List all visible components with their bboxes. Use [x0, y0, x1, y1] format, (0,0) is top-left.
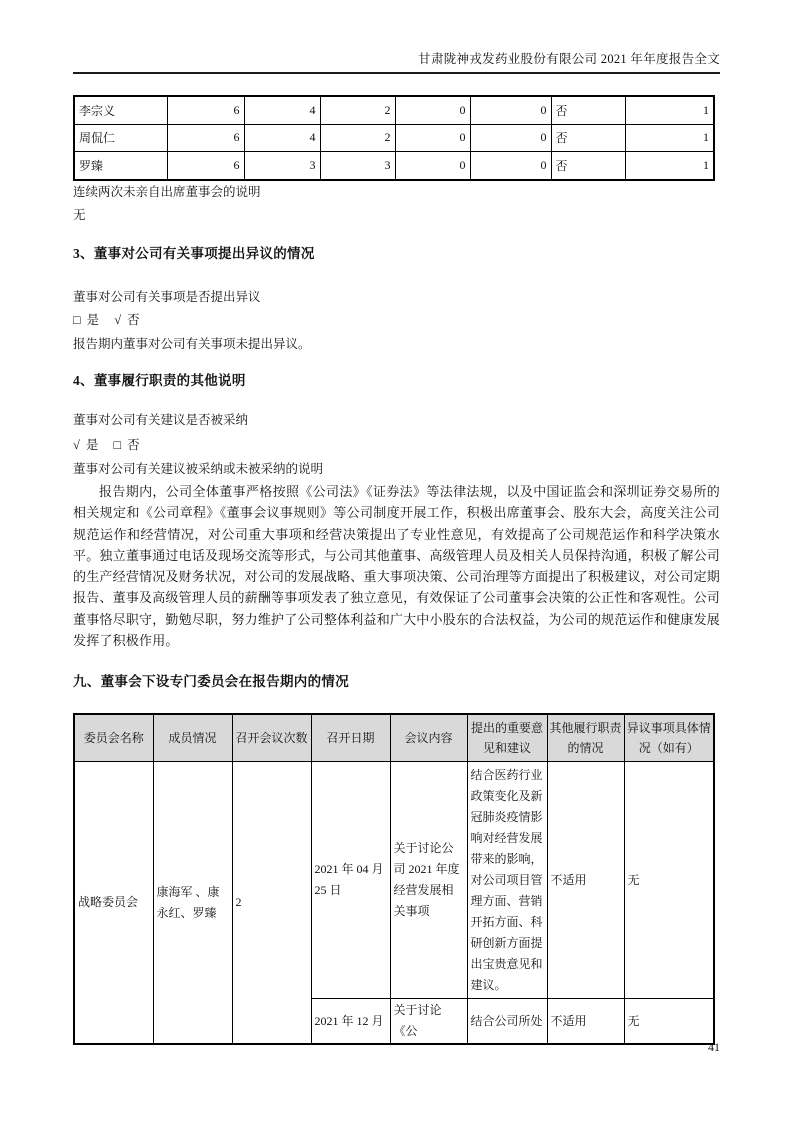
section4-options — [73, 438, 720, 453]
meeting-opinion-cell: 结合医药行业政策变化及新冠肺炎疫情影响对经营发展带来的影响，对公司项目管理方面、营销开拓方面、科研创新方面提出宝贵意见和建议。 — [467, 762, 547, 999]
section3-question: 董事对公司有关事项是否提出异议 — [73, 290, 261, 304]
table-cell: 否 — [551, 124, 625, 152]
table-cell: 6 — [167, 96, 244, 124]
table-cell: 1 — [625, 124, 714, 152]
table-cell: 3 — [244, 152, 320, 180]
absent-explanation-value: 无 — [73, 208, 86, 222]
objections-cell: 无 — [624, 999, 714, 1045]
table-cell: 0 — [470, 124, 551, 152]
column-header: 召开会议次数 — [232, 714, 311, 762]
column-header: 其他履行职责的情况 — [547, 714, 624, 762]
table-cell: 0 — [470, 96, 551, 124]
report-header-title: 甘肃陇神戎发药业股份有限公司 2021 年年度报告全文 — [418, 52, 720, 66]
section3-options — [73, 313, 720, 328]
table-cell: 0 — [470, 152, 551, 180]
section9-heading: 九、董事会下设专门委员会在报告期内的情况 — [73, 674, 349, 689]
option-no-label: 否 — [127, 313, 140, 327]
table-cell: 0 — [395, 96, 470, 124]
table-row — [74, 96, 714, 124]
meeting-opinion-cell: 结合公司所处 — [467, 999, 547, 1045]
table-row — [74, 124, 714, 152]
table-cell: 否 — [551, 152, 625, 180]
director-name-cell: 李宗义 — [74, 96, 167, 124]
absent-explanation-label: 连续两次未亲自出席董事会的说明 — [73, 185, 261, 199]
table-cell: 4 — [244, 96, 320, 124]
meeting-content-cell: 关于讨论公司 2021 年度经营发展相关事项 — [390, 762, 467, 999]
table-cell: 4 — [244, 124, 320, 152]
attendance-table — [73, 95, 715, 181]
table-cell: 6 — [167, 152, 244, 180]
table-cell: 6 — [167, 124, 244, 152]
committee-members-cell: 康海军 、康永红、罗臻 — [153, 762, 232, 1045]
committee-table-header-row — [74, 714, 714, 762]
director-name-cell: 罗臻 — [74, 152, 167, 180]
table-row — [74, 762, 714, 999]
option-yes-label: 是 — [86, 313, 100, 327]
committee-table — [73, 713, 715, 1045]
table-cell: 0 — [395, 124, 470, 152]
column-header: 成员情况 — [153, 714, 232, 762]
director-name-cell: 周侃仁 — [74, 124, 167, 152]
check-icon: √ — [114, 313, 122, 327]
section4-heading: 4、董事履行职责的其他说明 — [73, 373, 246, 388]
table-cell: 2 — [320, 96, 395, 124]
table-row — [74, 152, 714, 180]
column-header: 提出的重要意见和建议 — [467, 714, 547, 762]
section3-statement: 报告期内董事对公司有关事项未提出异议。 — [73, 337, 311, 351]
table-cell: 否 — [551, 96, 625, 124]
section3-heading: 3、董事对公司有关事项提出异议的情况 — [73, 246, 315, 261]
section4-question: 董事对公司有关建议是否被采纳 — [73, 413, 249, 427]
table-cell: 0 — [395, 152, 470, 180]
other-duties-cell: 不适用 — [547, 762, 624, 999]
table-cell: 3 — [320, 152, 395, 180]
table-cell: 2 — [320, 124, 395, 152]
meeting-date-cell: 2021 年 12 月 — [311, 999, 390, 1045]
column-header: 异议事项具体情况（如有） — [624, 714, 714, 762]
page-number: 41 — [708, 1040, 720, 1054]
checkbox-unchecked-icon: □ — [113, 438, 122, 452]
table-cell: 1 — [625, 152, 714, 180]
other-duties-cell: 不适用 — [547, 999, 624, 1045]
objections-cell: 无 — [624, 762, 714, 999]
section4-paragraph: 报告期内，公司全体董事严格按照《公司法》《证券法》等法律法规，以及中国证监会和深圳证券交易所的相关规定和《公司章程》《董事会议事规则》等公司制度开展工作，积极出席董事会、股东大会，高度关注公司规范运作和经营情况，对公司重大事项和经营决策提出了专业性意见，有效提高了公司规范运作和科学决策水平。独立董事通过电话及现场交流等形式，与公司其他董事、高级管理人员及相关人员保持沟通，积极了解公司的生产经营情况及财务状况，对公司的发展战略、重大事项决策、公司治理等方面提出了积极建议，对公司定期报告、董事及高级管理人员的薪酬等事项发表了独立意见，有效保证了公司董事会决策的公正性和客观性。公司董事恪尽职守，勤勉尽职，努力维护了公司整体利益和广大中小股东的合法权益，为公司的规范运作和健康发展发挥了积极作用。 — [73, 484, 720, 649]
meeting-count-cell: 2 — [232, 762, 311, 1045]
column-header: 召开日期 — [311, 714, 390, 762]
checkbox-unchecked-icon: □ — [73, 313, 81, 327]
meeting-content-cell: 关于讨论《公 — [390, 999, 467, 1045]
meeting-date-cell: 2021 年 04 月 25 日 — [311, 762, 390, 999]
table-cell: 1 — [625, 96, 714, 124]
column-header: 会议内容 — [390, 714, 467, 762]
check-icon: √ — [73, 438, 80, 452]
section4-statement-label: 董事对公司有关建议被采纳或未被采纳的说明 — [73, 462, 324, 476]
header-rule — [73, 72, 720, 74]
option-no-label: 否 — [127, 438, 140, 452]
committee-name-cell: 战略委员会 — [74, 762, 153, 1045]
column-header: 委员会名称 — [74, 714, 153, 762]
option-yes-label: 是 — [85, 438, 99, 452]
